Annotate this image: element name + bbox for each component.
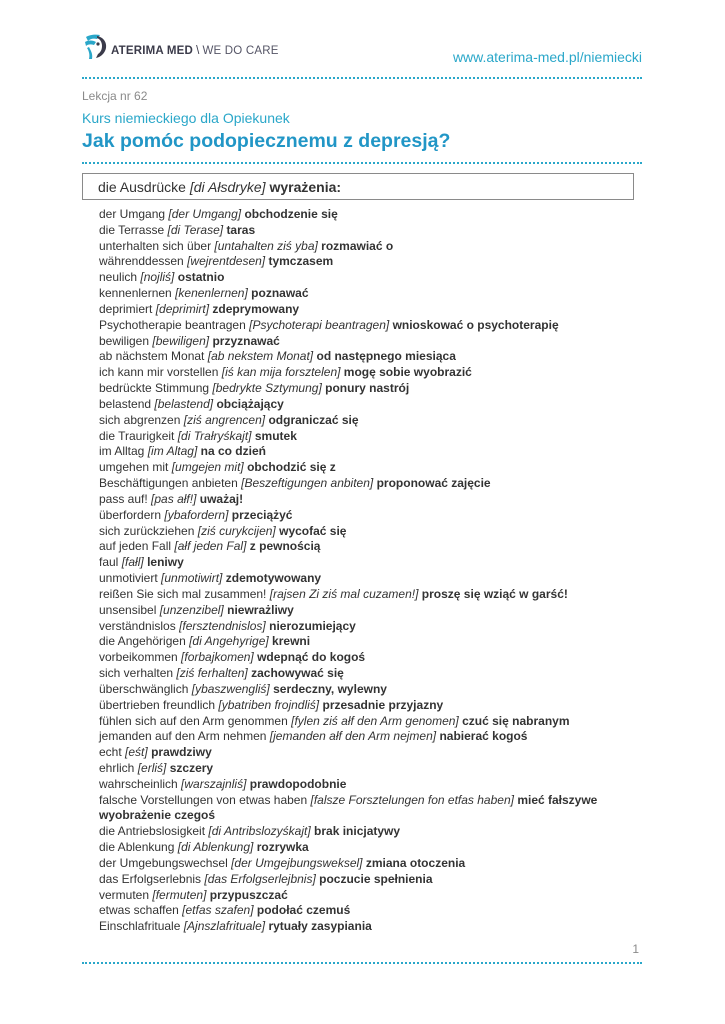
vocab-item: [99, 888, 639, 904]
phonetic-transcription: [di Terase]: [167, 222, 224, 237]
german-term: die Angehörigen: [99, 634, 186, 649]
phonetic-transcription: [deprimirt]: [155, 301, 210, 316]
phonetic-transcription: [jemanden ałf den Arm nejmen]: [269, 729, 437, 744]
heading-phonetic: [di Ałsdryke]: [189, 179, 266, 195]
german-term: verständnislos: [99, 618, 176, 633]
german-term: im Alltag: [99, 444, 145, 459]
vocab-item: [99, 903, 639, 919]
polish-translation: obchodzenie się: [244, 207, 338, 221]
vocab-item: [99, 666, 639, 682]
vocab-item: [99, 413, 639, 429]
german-term: ab nächstem Monat: [99, 349, 205, 364]
german-term: kennenlernen: [99, 286, 172, 301]
polish-translation: od następnego miesiąca: [316, 349, 456, 364]
lesson-number: Lekcja nr 62: [82, 89, 148, 103]
vocabulary-list: [99, 207, 639, 935]
polish-translation: mogę sobie wyobrazić: [343, 365, 472, 380]
vocab-item: [99, 397, 639, 413]
polish-translation: tymczasem: [268, 254, 334, 269]
german-term: etwas schaffen: [99, 903, 179, 918]
german-term: fühlen sich auf den Arm genommen: [99, 713, 288, 728]
phonetic-transcription: [kenenlernen]: [175, 286, 248, 301]
phonetic-transcription: [warszajnliś]: [181, 776, 247, 791]
phonetic-transcription: [ab nekstem Monat]: [207, 349, 314, 364]
german-term: faul: [99, 555, 119, 570]
german-term: überfordern: [99, 507, 162, 522]
phonetic-transcription: [etfas szafen]: [182, 903, 254, 918]
german-term: der Umgang: [99, 207, 166, 221]
german-term: ich kann mir vorstellen: [99, 365, 219, 380]
polish-translation: wycofać się: [279, 523, 347, 538]
polish-translation: serdeczny, wylewny: [273, 681, 387, 696]
german-term: überschwänglich: [99, 681, 189, 696]
vocab-item: [99, 682, 639, 698]
phonetic-transcription: [belastend]: [154, 396, 214, 411]
phonetic-transcription: [ybatriben frojndliś]: [218, 697, 320, 712]
phonetic-transcription: [das Erfolgserlejbnis]: [204, 871, 316, 886]
phonetic-transcription: [iś kan mija forsztelen]: [221, 365, 341, 380]
vocab-item: [99, 634, 639, 650]
german-term: umgehen mit: [99, 460, 169, 475]
vocab-item: [99, 587, 639, 603]
phonetic-transcription: [di Angehyrige]: [189, 634, 269, 649]
polish-translation: obchodzić się z: [247, 460, 336, 475]
german-term: bedrückte Stimmung: [99, 381, 210, 396]
german-term: bewiligen: [99, 333, 150, 348]
brand-logo[interactable]: [83, 33, 279, 61]
vocab-item: [99, 223, 639, 239]
phonetic-transcription: [ziś angrencen]: [183, 412, 266, 427]
german-term: unmotiviert: [99, 571, 158, 586]
vocab-item: [99, 508, 639, 524]
polish-translation: poznawać: [251, 286, 309, 301]
phonetic-transcription: [ziś ferhalten]: [176, 666, 248, 681]
phonetic-transcription: [im Altag]: [147, 444, 198, 459]
polish-translation: proszę się wziąć w garść!: [421, 586, 568, 601]
phonetic-transcription: [fermuten]: [152, 887, 207, 902]
vocab-item: [99, 555, 639, 571]
phonetic-transcription: [di Antribslozyśkajt]: [208, 824, 311, 839]
german-term: belastend: [99, 396, 152, 411]
german-term: reißen Sie sich mal zusammen!: [99, 586, 267, 601]
logo-wordmark: ATERIMA MED \ WE DO CARE: [111, 45, 279, 57]
polish-translation: krewni: [272, 634, 311, 649]
polish-translation: przypuszczać: [209, 887, 288, 902]
heading-german: die Ausdrücke: [98, 179, 186, 195]
vocab-item: [99, 318, 639, 334]
vocab-item: [99, 872, 639, 888]
german-term: jemanden auf den Arm nehmen: [99, 729, 267, 744]
german-term: vorbeikommen: [99, 650, 178, 665]
header-divider: [82, 77, 642, 79]
vocab-item: [99, 745, 639, 761]
polish-translation: odgraniczać się: [268, 412, 359, 427]
polish-translation: prawdopodobnie: [249, 776, 347, 791]
german-term: vermuten: [99, 887, 150, 902]
phonetic-transcription: [rajsen Zi ziś mal cuzamen!]: [269, 586, 419, 601]
polish-translation: prawdziwy: [151, 745, 212, 760]
polish-translation: podołać czemuś: [256, 903, 351, 918]
phonetic-transcription: [di Trałryśkajt]: [177, 428, 252, 443]
vocab-item: [99, 365, 639, 381]
phonetic-transcription: [erliś]: [137, 760, 167, 775]
vocab-item: [99, 856, 639, 872]
polish-translation: leniwy: [147, 555, 184, 570]
polish-translation: wnioskować o psychoterapię: [392, 317, 559, 332]
german-term: sich zurückziehen: [99, 523, 195, 538]
polish-translation: uważaj!: [199, 491, 244, 506]
page-title: Jak pomóc podopiecznemu z depresją?: [82, 130, 451, 152]
phonetic-transcription: [untahalten ziś yba]: [214, 238, 318, 253]
vocab-item: [99, 476, 639, 492]
vocab-item: [99, 571, 639, 587]
polish-translation: wdepnąć do kogoś: [257, 650, 366, 665]
german-term: der Umgebungswechsel: [99, 855, 228, 870]
polish-translation: zdeprymowany: [212, 301, 300, 316]
polish-translation: zmiana otoczenia: [365, 855, 466, 870]
vocab-item: [99, 302, 639, 318]
german-term: Psychotherapie beantragen: [99, 317, 246, 332]
phonetic-transcription: [fałl]: [121, 555, 144, 570]
german-term: die Ablenkung: [99, 840, 175, 855]
polish-translation: czuć się nabranym: [462, 713, 570, 728]
polish-translation: zachowywać się: [251, 666, 344, 681]
vocab-item: [99, 729, 639, 745]
german-term: auf jeden Fall: [99, 539, 172, 554]
vocab-item: [99, 460, 639, 476]
phonetic-transcription: [pas ałf!]: [151, 491, 197, 506]
polish-translation: ponury nastrój: [325, 381, 410, 396]
vocab-item: [99, 650, 639, 666]
phonetic-transcription: [unzenzibel]: [159, 602, 224, 617]
german-term: falsche Vorstellungen von etwas haben: [99, 792, 308, 807]
german-term: unsensibel: [99, 602, 157, 617]
polish-translation: z pewnością: [249, 539, 321, 554]
vocab-item: [99, 524, 639, 540]
polish-translation: przesadnie przyjazny: [322, 697, 444, 712]
polish-translation: nabierać kogoś: [439, 729, 528, 744]
polish-translation: rytuały zasypiania: [268, 919, 372, 934]
phonetic-transcription: [fersztendnislos]: [179, 618, 266, 633]
site-url-link[interactable]: www.aterima-med.pl/niemiecki: [452, 49, 642, 65]
phonetic-transcription: [Beszeftigungen anbiten]: [241, 476, 374, 491]
phonetic-transcription: [ybafordern]: [164, 507, 229, 522]
phonetic-transcription: [falsze Forsztelungen fon etfas haben]: [310, 792, 514, 807]
course-name: Kurs niemieckiego dla Opiekunek: [82, 110, 290, 126]
vocab-item: [99, 698, 639, 714]
german-term: währenddessen: [99, 254, 184, 269]
german-term: übertrieben freundlich: [99, 697, 216, 712]
phonetic-transcription: [bedrykte Sztymung]: [212, 381, 322, 396]
german-term: neulich: [99, 270, 138, 285]
german-term: ehrlich: [99, 760, 135, 775]
german-term: deprimiert: [99, 301, 153, 316]
phonetic-transcription: [wejrentdesen]: [187, 254, 266, 269]
polish-translation: przeciążyć: [231, 507, 293, 522]
page-number: 1: [632, 942, 639, 956]
phonetic-transcription: [ybaszwengliś]: [191, 681, 270, 696]
polish-translation: poczucie spełnienia: [319, 871, 433, 886]
polish-translation: obciążający: [216, 396, 284, 411]
polish-translation: rozmawiać o: [321, 238, 394, 253]
polish-translation: taras: [226, 222, 256, 237]
phonetic-transcription: [eśt]: [125, 745, 148, 760]
vocab-item: [99, 619, 639, 635]
vocab-item: [99, 286, 639, 302]
phonetic-transcription: [forbajkomen]: [181, 650, 254, 665]
german-term: pass auf!: [99, 491, 148, 506]
polish-translation: ostatnio: [177, 270, 225, 285]
polish-translation: szczery: [169, 760, 214, 775]
phonetic-transcription: [di Ablenkung]: [177, 840, 254, 855]
polish-translation: nierozumiejący: [269, 618, 356, 633]
polish-translation: rozrywka: [256, 840, 309, 855]
polish-translation: zdemotywowany: [225, 571, 322, 586]
polish-translation: smutek: [254, 428, 297, 443]
german-term: das Erfolgserlebnis: [99, 871, 202, 886]
german-term: die Traurigkeit: [99, 428, 175, 443]
vocab-item: [99, 793, 639, 825]
vocab-item: [99, 761, 639, 777]
german-term: unterhalten sich über: [99, 238, 212, 253]
polish-translation: niewrażliwy: [227, 602, 294, 617]
title-divider: [82, 162, 642, 164]
phonetic-transcription: [Psychoterapi beantragen]: [249, 317, 390, 332]
german-term: echt: [99, 745, 122, 760]
phonetic-transcription: [der Umgejbungsweksel]: [231, 855, 363, 870]
phonetic-transcription: [Ajnszlafrituale]: [183, 919, 266, 934]
vocab-item: [99, 239, 639, 255]
vocab-item: [99, 840, 639, 856]
german-term: sich verhalten: [99, 666, 174, 681]
phonetic-transcription: [unmotiwirt]: [161, 571, 223, 586]
vocab-item: [99, 429, 639, 445]
vocab-item: [99, 824, 639, 840]
vocab-item: [99, 349, 639, 365]
polish-translation: przyznawać: [212, 333, 280, 348]
german-term: die Terrasse: [99, 222, 165, 237]
german-term: Einschlafrituale: [99, 919, 181, 934]
vocab-item: [99, 381, 639, 397]
german-term: die Antriebslosigkeit: [99, 824, 206, 839]
phonetic-transcription: [der Umgang]: [168, 207, 242, 221]
footer-divider: [82, 962, 642, 964]
section-heading-box: [82, 173, 634, 200]
heading-polish: wyrażenia:: [269, 179, 342, 195]
polish-translation: mieć fałszywe wyobrażenie czegoś: [99, 792, 598, 823]
vocab-item: [99, 603, 639, 619]
german-term: Beschäftigungen anbieten: [99, 476, 238, 491]
phonetic-transcription: [ziś curykcijen]: [197, 523, 276, 538]
vocab-item: [99, 444, 639, 460]
vocab-item: [99, 334, 639, 350]
phonetic-transcription: [fylen ziś ałf den Arm genomen]: [291, 713, 459, 728]
german-term: sich abgrenzen: [99, 412, 181, 427]
phonetic-transcription: [nojliś]: [140, 270, 175, 285]
phonetic-transcription: [umgejen mit]: [171, 460, 244, 475]
phonetic-transcription: [bewiligen]: [152, 333, 210, 348]
vocab-item: [99, 492, 639, 508]
vocab-item: [99, 539, 639, 555]
vocab-item: [99, 777, 639, 793]
german-term: wahrscheinlich: [99, 776, 178, 791]
polish-translation: proponować zajęcie: [376, 476, 491, 491]
aterima-logo-icon: [83, 33, 109, 61]
vocab-item: [99, 254, 639, 270]
polish-translation: na co dzień: [200, 444, 266, 459]
vocab-item: [99, 270, 639, 286]
polish-translation: brak inicjatywy: [314, 824, 401, 839]
vocab-item: [99, 919, 639, 935]
phonetic-transcription: [ałf jeden Fal]: [174, 539, 247, 554]
vocab-item: [99, 207, 639, 223]
vocab-item: [99, 714, 639, 730]
